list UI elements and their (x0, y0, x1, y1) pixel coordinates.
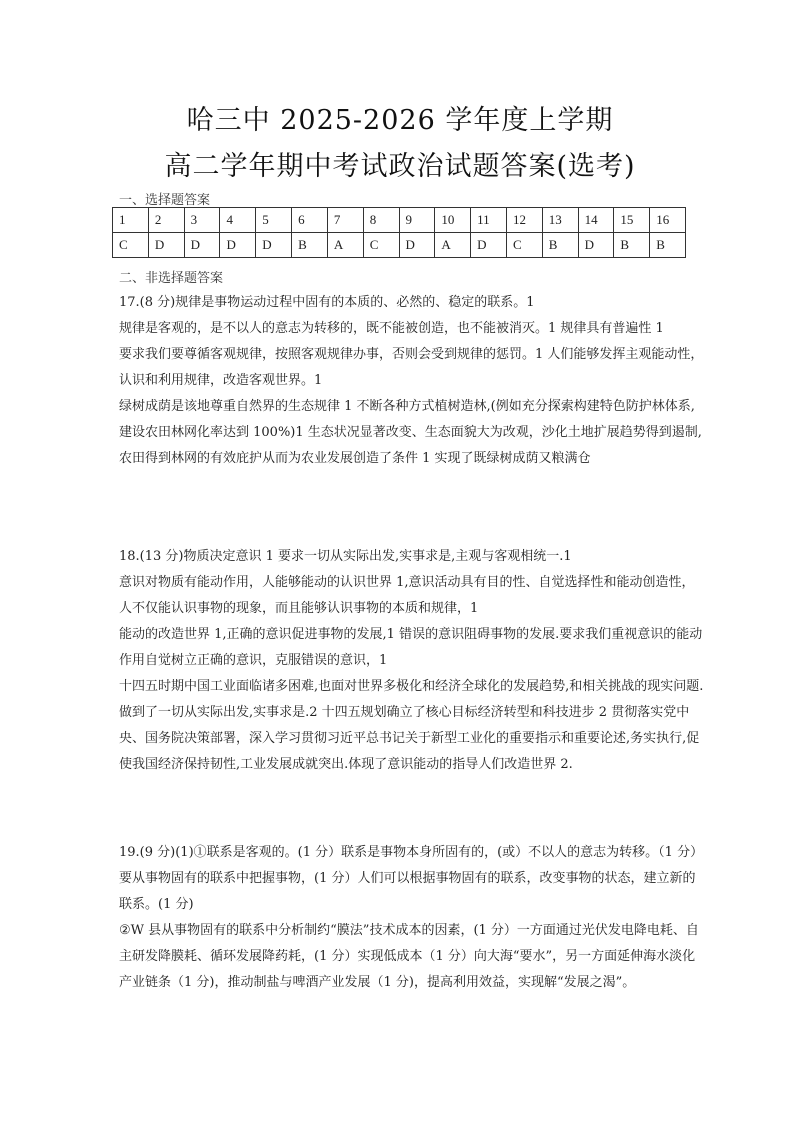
answer-table-number-row (113, 208, 686, 233)
paragraph: 19.(9 分)(1)①联系是客观的。(1 分）联系是事物本身所固有的，(或）不以人的意志为转移。（1 分）要从事物固有的联系中把握事物，(1 分）人们可以根据事物固有的联系，改变事物的状态，建立新的联系。(1 分) (119, 845, 704, 912)
question-number-cell: 6 (292, 208, 328, 233)
question-number-cell: 11 (471, 208, 507, 233)
answer-cell: D (148, 233, 184, 258)
question-number-cell: 15 (614, 208, 650, 233)
answer-cell: D (220, 233, 256, 258)
answer-cell: D (184, 233, 220, 258)
answer-cell: D (471, 233, 507, 258)
paragraph: 十四五时期中国工业面临诸多困难,也面对世界多极化和经济全球化的发展趋势,和相关挑战的现实问题.做到了一切从实际出发,实事求是.2 十四五规划确立了核心目标经济转型和科技进步 2 贯彻落实党中央、国务院决策部署，深入学习贯彻习近平总书记关于新型工业化的重要指示和重要论述,务实执行,促使我国经济保持韧性,工业发展成就突出.体现了意识能动的指导人们改造世界 2. (119, 679, 704, 772)
question-number-cell: 12 (506, 208, 542, 233)
answer-cell: B (542, 233, 578, 258)
question-number-cell: 4 (220, 208, 256, 233)
title-line-2: 高二学年期中考试政治试题答案(选考) (164, 151, 636, 182)
answer-cell: C (506, 233, 542, 258)
answer-cell: A (435, 233, 471, 258)
paragraph: 18.(13 分)物质决定意识 1 要求一切从实际出发,实事求是,主观与客观相统一.1 (119, 549, 572, 564)
question-number-cell: 8 (363, 208, 399, 233)
question-number-cell: 10 (435, 208, 471, 233)
answer-cell: D (399, 233, 435, 258)
question-number-cell: 9 (399, 208, 435, 233)
paragraph: 意识对物质有能动作用，人能够能动的认识世界 1,意识活动具有目的性、自觉选择性和能动创造性，人不仅能认识事物的现象，而且能够认识事物的本质和规律，1 (119, 575, 695, 616)
answer-table-answer-row (113, 233, 686, 258)
answer-cell: B (292, 233, 328, 258)
paragraph: 17.(8 分)规律是事物运动过程中固有的本质的、必然的、稳定的联系。1 (119, 295, 535, 310)
title-line-1: 哈三中 2025-2026 学年度上学期 (186, 105, 614, 136)
section-heading-choice: 一、选择题答案 (119, 193, 211, 208)
question-number-cell: 14 (578, 208, 614, 233)
paragraph: 规律是客观的，是不以人的意志为转移的，既不能被创造，也不能被消灭。1 规律具有普遍性 1 (119, 321, 664, 336)
question-19-answer (119, 840, 704, 996)
answer-cell: A (327, 233, 363, 258)
answer-table (112, 207, 686, 258)
answer-cell: B (614, 233, 650, 258)
question-number-cell: 3 (184, 208, 220, 233)
section-heading-non-choice: 二、非选择题答案 (119, 271, 224, 286)
question-number-cell: 5 (256, 208, 292, 233)
question-number-cell: 16 (650, 208, 686, 233)
question-number-cell: 13 (542, 208, 578, 233)
paragraph: 要求我们要尊循客观规律，按照客观规律办事，否则会受到规律的惩罚。1 人们能够发挥主观能动性，认识和利用规律，改造客观世界。1 (119, 347, 704, 388)
answer-cell: C (363, 233, 399, 258)
answer-cell: D (256, 233, 292, 258)
question-number-cell: 7 (327, 208, 363, 233)
answer-cell: B (650, 233, 686, 258)
paragraph: 绿树成荫是该地尊重自然界的生态规律 1 不断各种方式植树造林,(例如充分探索构建特色防护林体系,建设农田林网化率达到 100%)1 生态状况显著改变、生态面貌大为改观，沙化土地扩展趋势得到遏制,农田得到林网的有效庇护从而为农业发展创造了条件 1 实现了既绿树成荫又粮满仓 (119, 399, 702, 466)
answer-cell: C (113, 233, 149, 258)
question-17-answer (119, 290, 704, 472)
paragraph: ②W 县从事物固有的联系中分析制约“膜法”技术成本的因素，(1 分）一方面通过光伏发电降电耗、自主研发降膜耗、循环发展降药耗，(1 分）实现低成本（1 分）向大海“要水”，另一方面延伸海水淡化产业链条（1 分)，推动制盐与啤酒产业发展（1 分)，提高利用效益，实现解“发展之渴”。 (119, 923, 699, 990)
question-number-cell: 1 (113, 208, 149, 233)
question-number-cell: 2 (148, 208, 184, 233)
answer-cell: D (578, 233, 614, 258)
question-18-answer (119, 544, 704, 778)
paragraph: 能动的改造世界 1,正确的意识促进事物的发展,1 错误的意识阻碍事物的发展.要求我们重视意识的能动作用自觉树立正确的意识，克服错误的意识，1 (119, 627, 703, 668)
